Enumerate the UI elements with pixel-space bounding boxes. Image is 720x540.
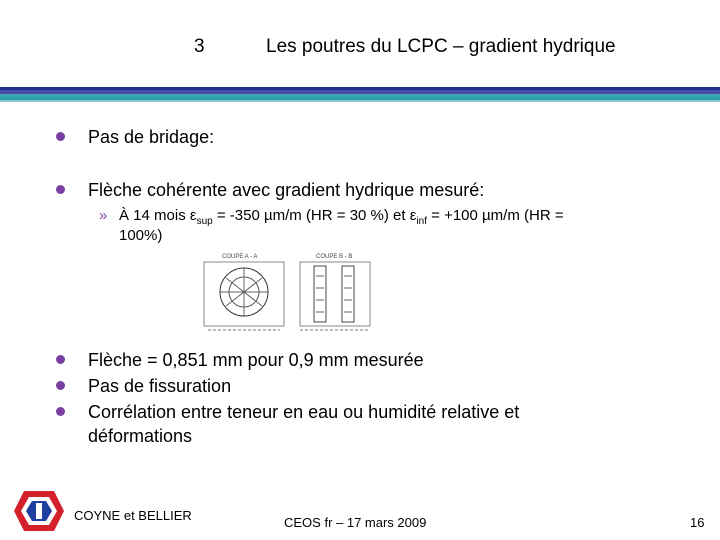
drawing-label-left: COUPE A - A (222, 254, 258, 260)
bullet-icon (56, 407, 65, 416)
bullet-icon (56, 132, 65, 141)
section-b-web-left (314, 266, 326, 322)
list-item: Flèche = 0,851 mm pour 0,9 mm mesurée (88, 350, 424, 370)
list-item-continued: déformations (88, 426, 193, 446)
list-item: Pas de bridage: (88, 127, 215, 147)
slide-number-title: 3 (194, 36, 205, 57)
footer-company: COYNE et BELLIER (74, 508, 192, 523)
logo-mark (36, 503, 42, 519)
drawing-label-right: COUPE B - B (316, 254, 353, 260)
header-divider (0, 100, 720, 102)
section-b-reinforcement (316, 276, 352, 312)
company-logo (14, 491, 64, 531)
bullet-icon (56, 185, 65, 194)
list-item: Corrélation entre teneur en eau ou humidité relative et (88, 402, 520, 422)
page-title: Les poutres du LCPC – gradient hydrique (266, 36, 616, 57)
beam-section-drawing (196, 248, 382, 338)
bullet-icon (56, 355, 65, 364)
sub-bullet-text-continued: 100%) (119, 227, 163, 244)
footer-event: CEOS fr – 17 mars 2009 (284, 515, 427, 530)
section-frame-b (300, 262, 370, 326)
sub-bullet-marker: » (99, 207, 108, 224)
section-b-web-right (342, 266, 354, 322)
sub-bullet-text: À 14 mois $\varepsilon_{sup} = -350$ µm/m (HR = 30 %) et $\varepsilon_{inf} = +100$ µm/m (HR = (119, 207, 564, 227)
list-item: Pas de fissuration (88, 376, 232, 396)
bullet-icon (56, 381, 65, 390)
footer-page-number: 16 (690, 515, 705, 530)
list-item: Flèche cohérente avec gradient hydrique mesuré: (88, 180, 485, 200)
